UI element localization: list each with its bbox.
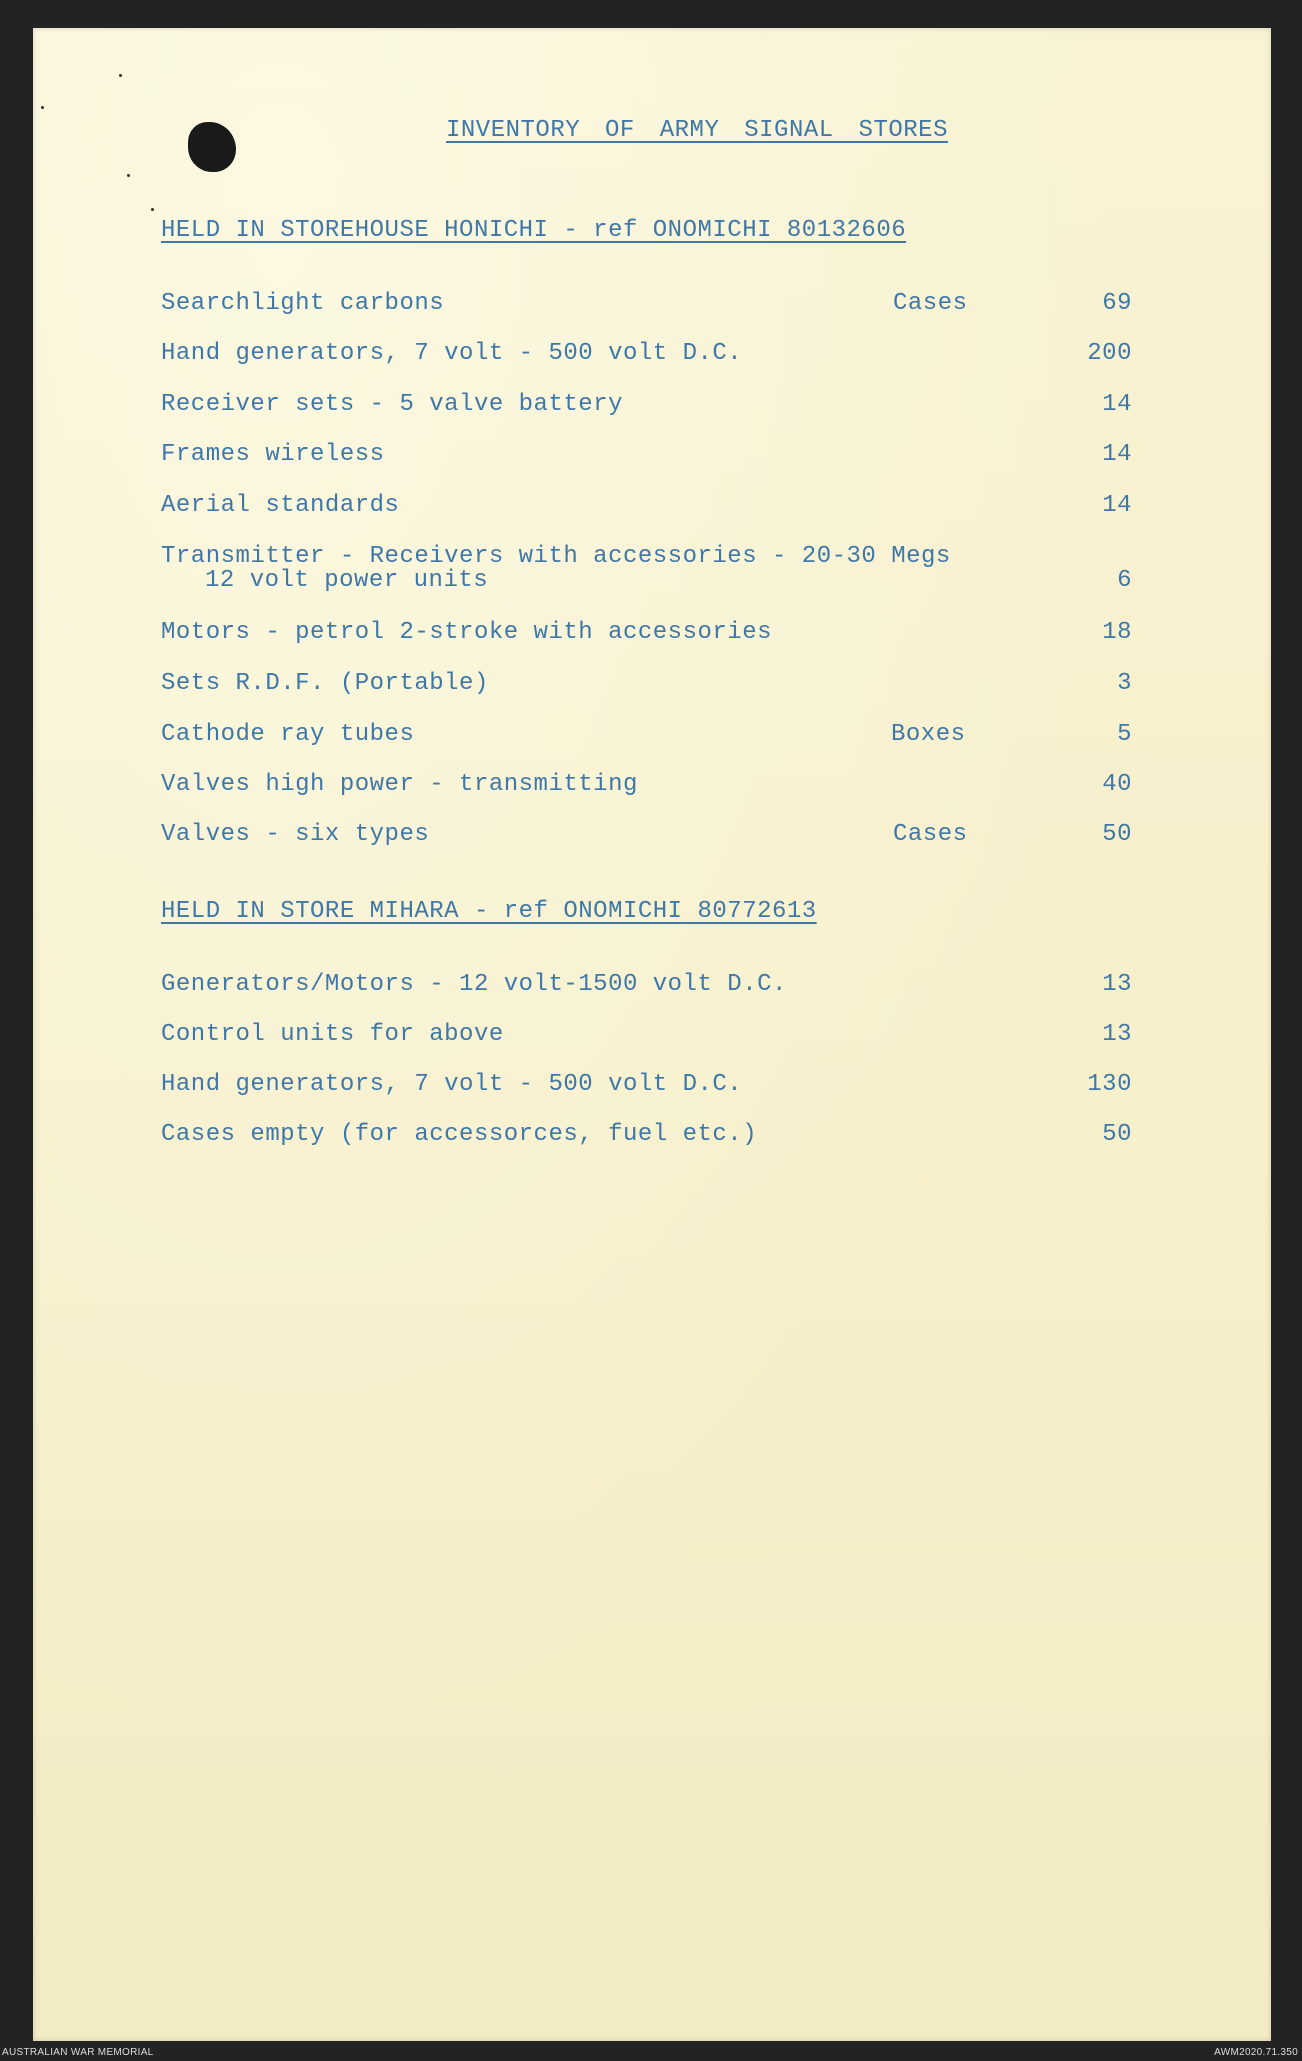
item-qty: 13 <box>1102 1021 1132 1048</box>
item-desc: Hand generators, 7 volt - 500 volt D.C. <box>161 340 743 367</box>
item-desc: Generators/Motors - 12 volt-1500 volt D.C. <box>161 971 787 998</box>
item-desc: Searchlight carbons <box>161 290 445 317</box>
section-heading-storehouse: HELD IN STOREHOUSE HONICHI - ref ONOMICHI 80132606 <box>161 217 907 244</box>
item-desc: Cathode ray tubes <box>161 721 415 748</box>
item-qty: 130 <box>1087 1071 1132 1098</box>
item-qty: 18 <box>1102 619 1132 646</box>
item-unit: Boxes <box>891 721 966 748</box>
item-desc-continued: 12 volt power units <box>205 567 489 594</box>
ink-speck <box>119 74 122 77</box>
item-desc: Control units for above <box>161 1021 504 1048</box>
item-desc: Valves - six types <box>161 821 430 848</box>
item-qty: 14 <box>1102 391 1132 418</box>
item-qty: 50 <box>1102 821 1132 848</box>
item-unit: Cases <box>893 290 968 317</box>
item-desc: Cases empty (for accessorces, fuel etc.) <box>161 1121 758 1148</box>
item-qty: 14 <box>1102 441 1132 468</box>
item-desc: Hand generators, 7 volt - 500 volt D.C. <box>161 1071 743 1098</box>
document-title: INVENTORY OF ARMY SIGNAL STORES <box>446 117 948 144</box>
footer-institution: AUSTRALIAN WAR MEMORIAL <box>2 2047 154 2058</box>
item-desc: Motors - petrol 2-stroke with accessories <box>161 619 772 646</box>
punch-hole <box>188 122 236 172</box>
item-desc: Receiver sets - 5 valve battery <box>161 391 623 418</box>
item-qty: 5 <box>1117 721 1132 748</box>
item-qty: 40 <box>1102 771 1132 798</box>
item-unit: Cases <box>893 821 968 848</box>
ink-speck <box>41 106 44 109</box>
item-qty: 14 <box>1102 492 1132 519</box>
item-desc: Sets R.D.F. (Portable) <box>161 670 489 697</box>
item-qty: 69 <box>1102 290 1132 317</box>
item-desc: Valves high power - transmitting <box>161 771 638 798</box>
footer-reference: AWM2020.71.350 <box>1214 2047 1298 2058</box>
item-desc: Frames wireless <box>161 441 385 468</box>
ink-speck <box>151 208 154 211</box>
ink-speck <box>127 174 130 177</box>
item-qty: 6 <box>1117 567 1132 594</box>
item-qty: 13 <box>1102 971 1132 998</box>
section-heading-mihara: HELD IN STORE MIHARA - ref ONOMICHI 80772613 <box>161 898 817 925</box>
item-qty: 50 <box>1102 1121 1132 1148</box>
item-desc: Transmitter - Receivers with accessories - 20-30 Megs <box>161 543 951 570</box>
item-desc: Aerial standards <box>161 492 400 519</box>
item-qty: 3 <box>1117 670 1132 697</box>
item-qty: 200 <box>1087 340 1132 367</box>
